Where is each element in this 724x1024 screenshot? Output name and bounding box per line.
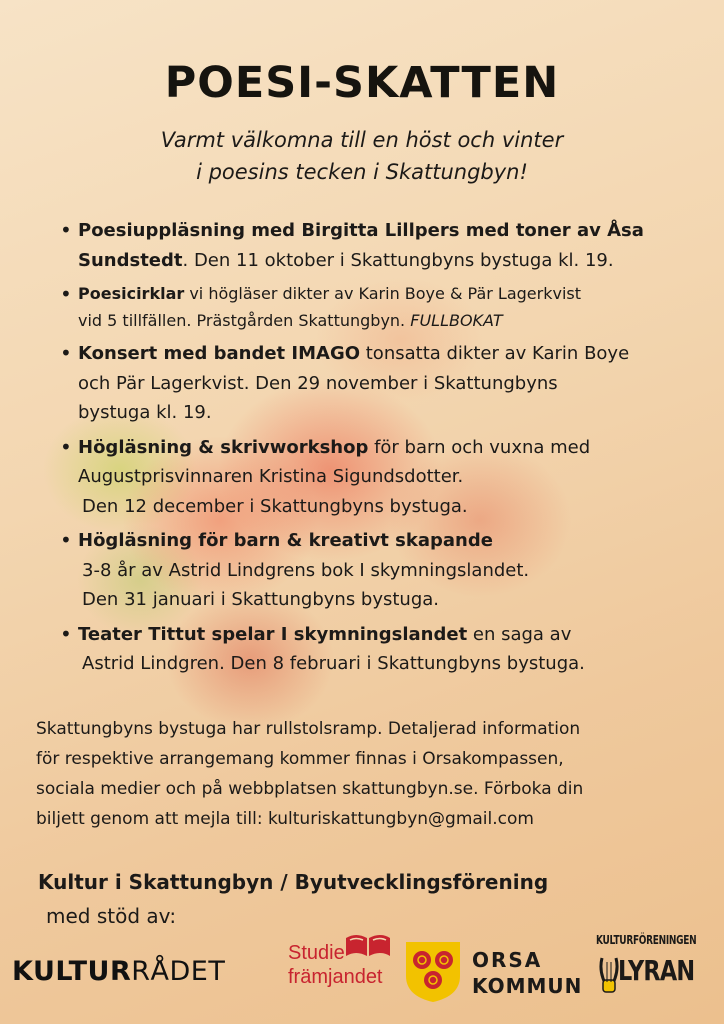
event-detail: en saga av bbox=[467, 623, 572, 645]
event-detail: vid 5 tillfällen. Prästgården Skattungbyn. bbox=[78, 311, 411, 330]
event-detail: för barn och vuxna med bbox=[368, 436, 591, 458]
subtitle-line: i poesins tecken i Skattungbyn! bbox=[196, 160, 528, 184]
event-item bbox=[58, 526, 698, 615]
event-title: • Poesiuppläsning med Birgitta Lillpers med toner av Åsa bbox=[78, 220, 644, 241]
event-title: Konsert med bandet IMAGO bbox=[78, 343, 361, 364]
event-text bbox=[78, 620, 698, 650]
kulturradet-text-bold: KULTUR bbox=[12, 956, 132, 987]
event-title: Teater Tittut spelar I skymningslandet bbox=[78, 623, 468, 645]
studiefromjandet-logo bbox=[284, 932, 394, 1002]
event-title: Poesicirklar bbox=[78, 284, 185, 303]
event-title: Högläsning & skrivworkshop bbox=[78, 436, 369, 458]
event-item bbox=[58, 280, 698, 334]
info-line: för respektive arrangemang kommer finnas i Orsakompassen, bbox=[36, 749, 564, 769]
event-detail: och Pär Lagerkvist. Den 29 november i Skattungbyns bbox=[78, 372, 558, 394]
event-title: Sundstedt bbox=[78, 249, 183, 271]
lyran-name: LYRAN bbox=[618, 954, 695, 987]
lyre-icon bbox=[598, 954, 620, 994]
sponsor-logos bbox=[0, 930, 724, 1024]
event-title: • Högläsning för barn & kreativt skapande bbox=[78, 530, 493, 551]
event-list bbox=[58, 216, 698, 684]
info-line: sociala medier och på webbplatsen skattungbyn.se. Förboka din bbox=[36, 779, 584, 799]
info-line: biljett genom att mejla till: kulturiskattungbyn@gmail.com bbox=[36, 809, 534, 829]
poster-title: POESI-SKATTEN bbox=[164, 58, 560, 108]
studie-text: främjandet bbox=[288, 966, 383, 988]
fullbokat-note: FULLBOKAT bbox=[410, 311, 503, 330]
studie-text: Studie bbox=[288, 942, 345, 964]
event-detail: Den 31 januari i Skattungbyns bystuga. bbox=[82, 589, 440, 610]
event-item bbox=[58, 433, 698, 522]
event-detail: . Den 11 oktober i Skattungbyns bystuga kl. 19. bbox=[182, 249, 614, 271]
kulturradet-text-light: RÅDET bbox=[131, 956, 226, 987]
book-icon bbox=[344, 932, 392, 958]
kulturradet-logo bbox=[12, 956, 225, 987]
event-item bbox=[58, 620, 698, 679]
event-text bbox=[78, 246, 698, 276]
organizer-name: Kultur i Skattungbyn / Byutvecklingsförening bbox=[38, 870, 549, 894]
event-detail: bystuga kl. 19. bbox=[78, 402, 212, 423]
orsa-text: ORSA bbox=[472, 948, 543, 972]
lyran-logo bbox=[596, 934, 697, 1008]
event-text bbox=[78, 339, 698, 369]
event-item bbox=[58, 216, 698, 275]
event-detail: tonsatta dikter av Karin Boye bbox=[360, 343, 630, 364]
info-paragraph bbox=[36, 714, 696, 834]
event-detail: 3-8 år av Astrid Lindgrens bok I skymningslandet. bbox=[82, 559, 530, 581]
coat-of-arms-icon bbox=[404, 940, 462, 1004]
info-line: Skattungbyns bystuga har rullstolsramp. Detaljerad information bbox=[36, 719, 581, 739]
event-detail: Augustprisvinnaren Kristina Sigundsdotter. bbox=[78, 466, 464, 487]
event-item bbox=[58, 339, 698, 428]
orsa-kommun-logo bbox=[404, 940, 584, 1004]
event-detail: Den 12 december i Skattungbyns bystuga. bbox=[82, 495, 468, 517]
lyran-org-text: KULTURFÖRENINGEN bbox=[596, 934, 697, 948]
poster-subtitle bbox=[0, 124, 724, 188]
subtitle-line: Varmt välkomna till en höst och vinter bbox=[160, 128, 564, 152]
support-label: med stöd av: bbox=[46, 904, 177, 928]
event-text bbox=[78, 433, 698, 463]
event-detail: Astrid Lindgren. Den 8 februari i Skattungbyns bystuga. bbox=[82, 653, 585, 674]
event-detail: vi högläser dikter av Karin Boye & Pär Lagerkvist bbox=[184, 284, 581, 303]
kommun-text: KOMMUN bbox=[472, 974, 583, 998]
event-text bbox=[78, 307, 698, 334]
event-text bbox=[78, 280, 698, 307]
